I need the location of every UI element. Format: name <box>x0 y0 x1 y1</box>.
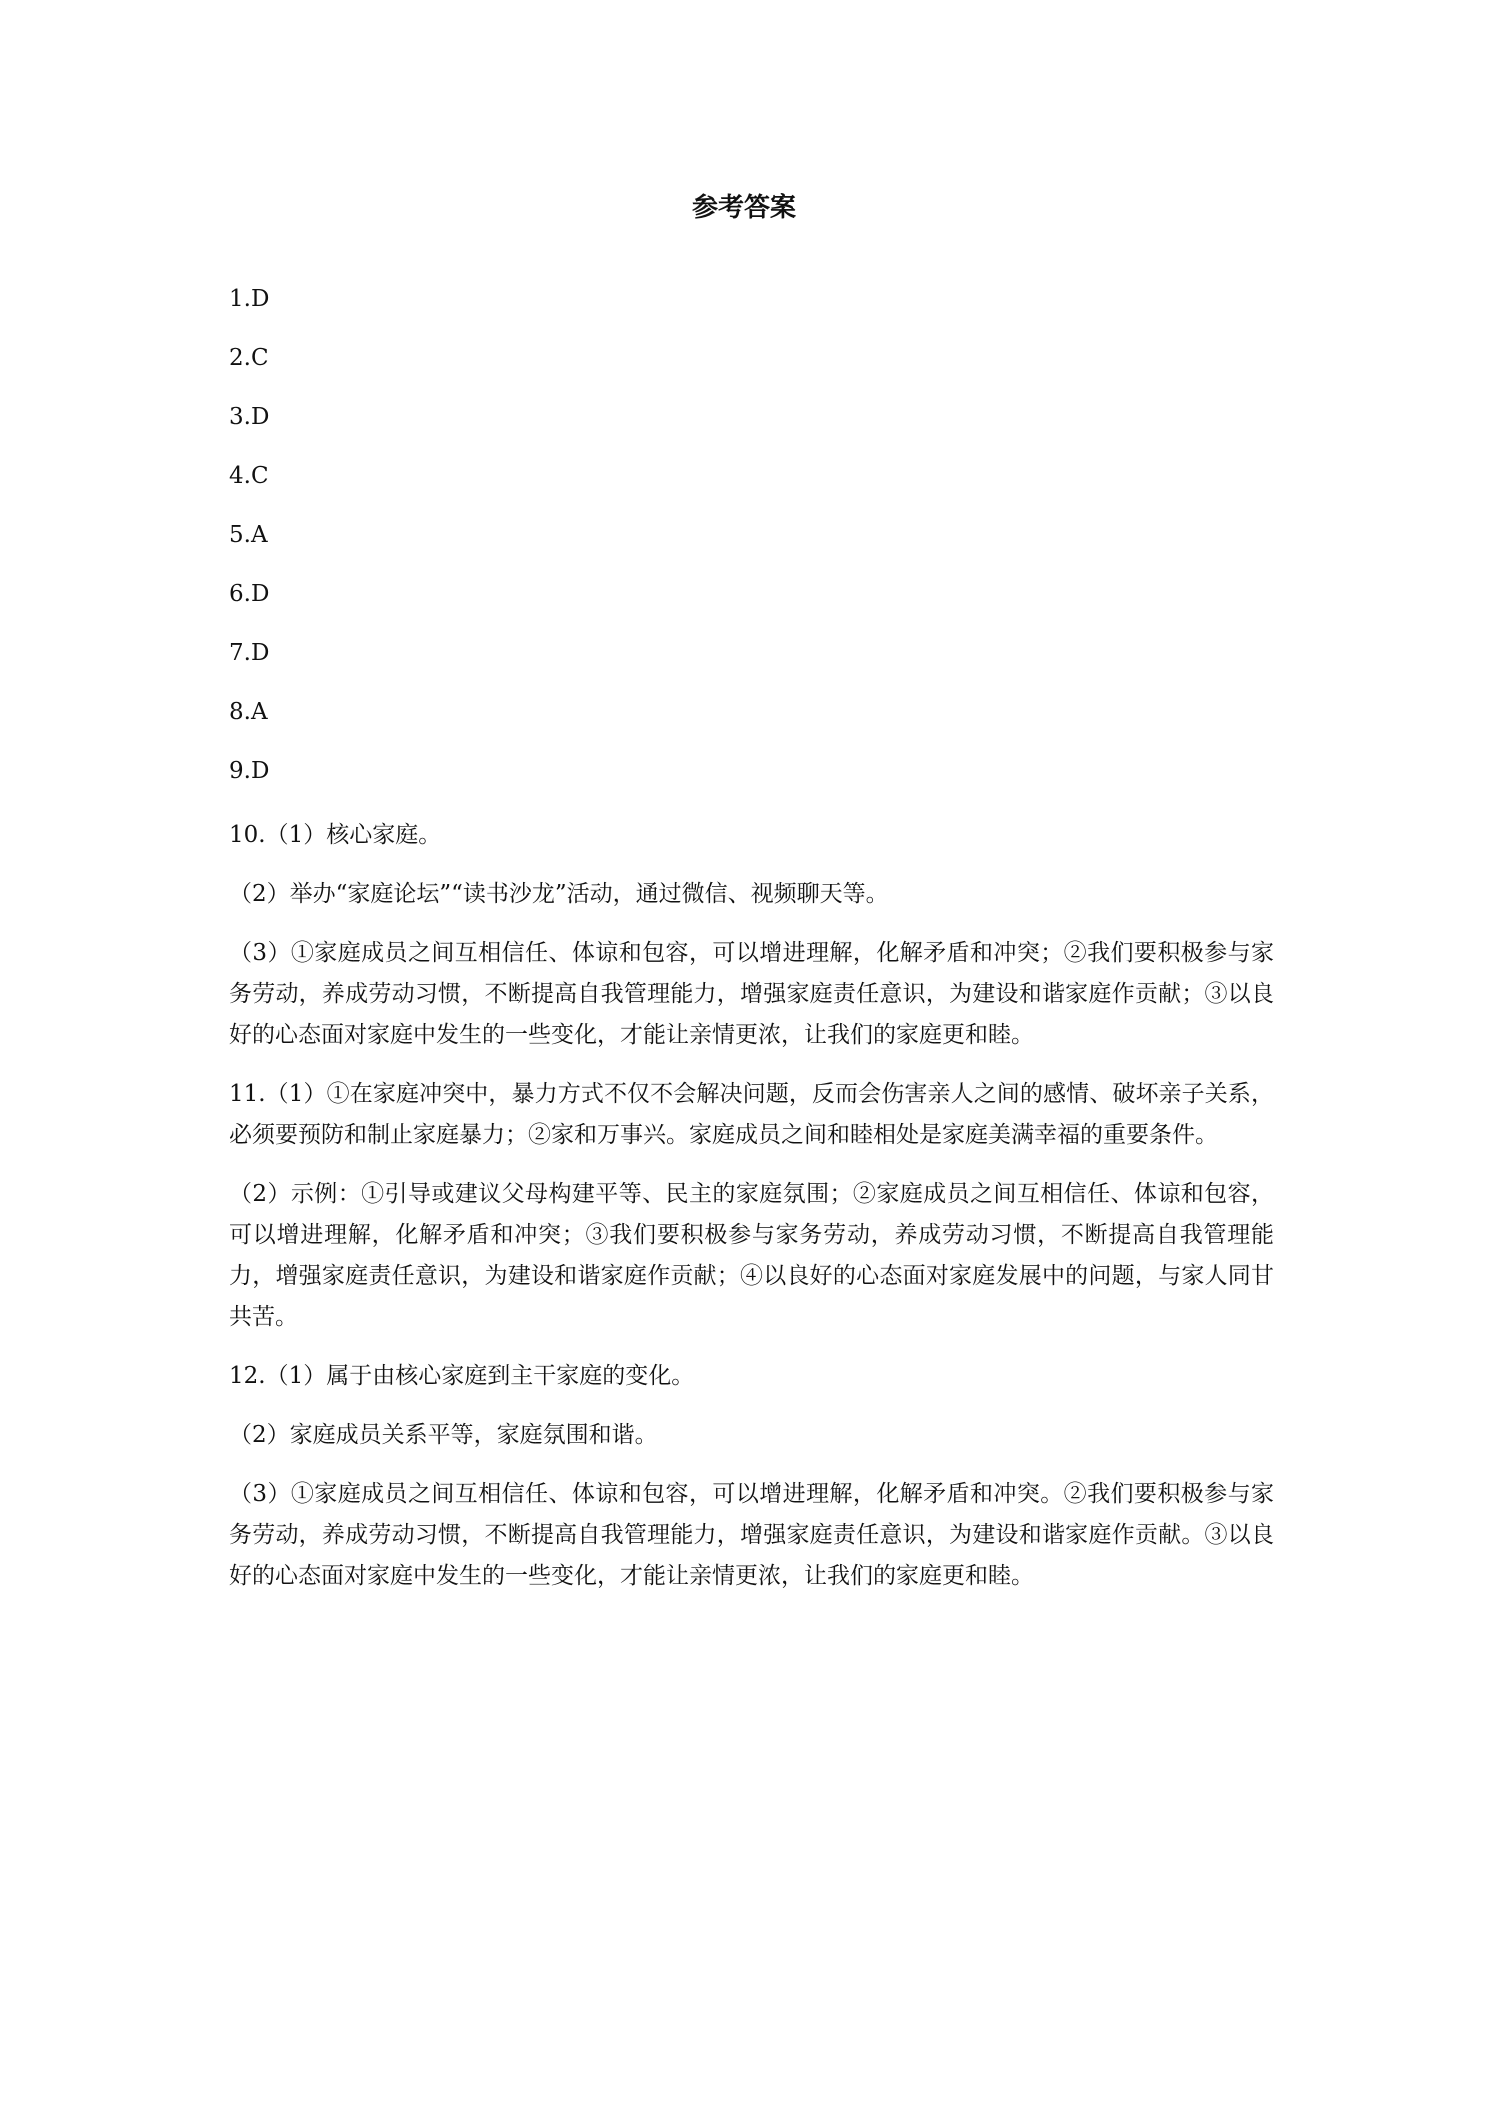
q10-part2: （2）举办“家庭论坛”“读书沙龙”活动，通过微信、视频聊天等。 <box>229 881 889 907</box>
answer-item: 2.C <box>229 345 269 371</box>
answer-item: 4.C <box>229 463 269 489</box>
answer-item: 6.D <box>229 581 270 607</box>
page-title: 参考答案 <box>691 193 796 223</box>
answer-item: 5.A <box>229 522 268 548</box>
q12-part3: （3）①家庭成员之间互相信任、体谅和包容，可以增进理解，化解矛盾和冲突。②我们要积极参与家务劳动，养成劳动习惯，不断提高自我管理能力，增强家庭责任意识，为建设和谐家庭作贡献。③以良好的心态面对家庭中发生的一些变化，才能让亲情更浓，让我们的家庭更和睦。 <box>229 1481 1274 1589</box>
q11-part2: （2）示例：①引导或建议父母构建平等、民主的家庭氛围；②家庭成员之间互相信任、体谅和包容，可以增进理解，化解矛盾和冲突；③我们要积极参与家务劳动，养成劳动习惯，不断提高自我管理能力，增强家庭责任意识，为建设和谐家庭作贡献；④以良好的心态面对家庭发展中的问题，与家人同甘共苦。 <box>229 1181 1274 1330</box>
answer-body <box>229 815 1274 1615</box>
choice-answer-list <box>229 283 1269 814</box>
answer-item: 1.D <box>229 286 270 312</box>
q10-part3: （3）①家庭成员之间互相信任、体谅和包容，可以增进理解，化解矛盾和冲突；②我们要积极参与家务劳动，养成劳动习惯，不断提高自我管理能力，增强家庭责任意识，为建设和谐家庭作贡献；③以良好的心态面对家庭中发生的一些变化，才能让亲情更浓，让我们的家庭更和睦。 <box>229 940 1274 1048</box>
q12-part1: 12.（1）属于由核心家庭到主干家庭的变化。 <box>229 1363 695 1389</box>
q11-part1: 11.（1）①在家庭冲突中，暴力方式不仅不会解决问题，反而会伤害亲人之间的感情、破坏亲子关系，必须要预防和制止家庭暴力；②家和万事兴。家庭成员之间和睦相处是家庭美满幸福的重要条件。 <box>229 1081 1274 1148</box>
q10-part1: 10.（1）核心家庭。 <box>229 822 442 848</box>
answer-item: 7.D <box>229 640 270 666</box>
answer-item: 9.D <box>229 758 270 784</box>
answer-item: 8.A <box>229 699 268 725</box>
answer-item: 3.D <box>229 404 270 430</box>
q12-part2: （2）家庭成员关系平等，家庭氛围和谐。 <box>229 1422 658 1448</box>
